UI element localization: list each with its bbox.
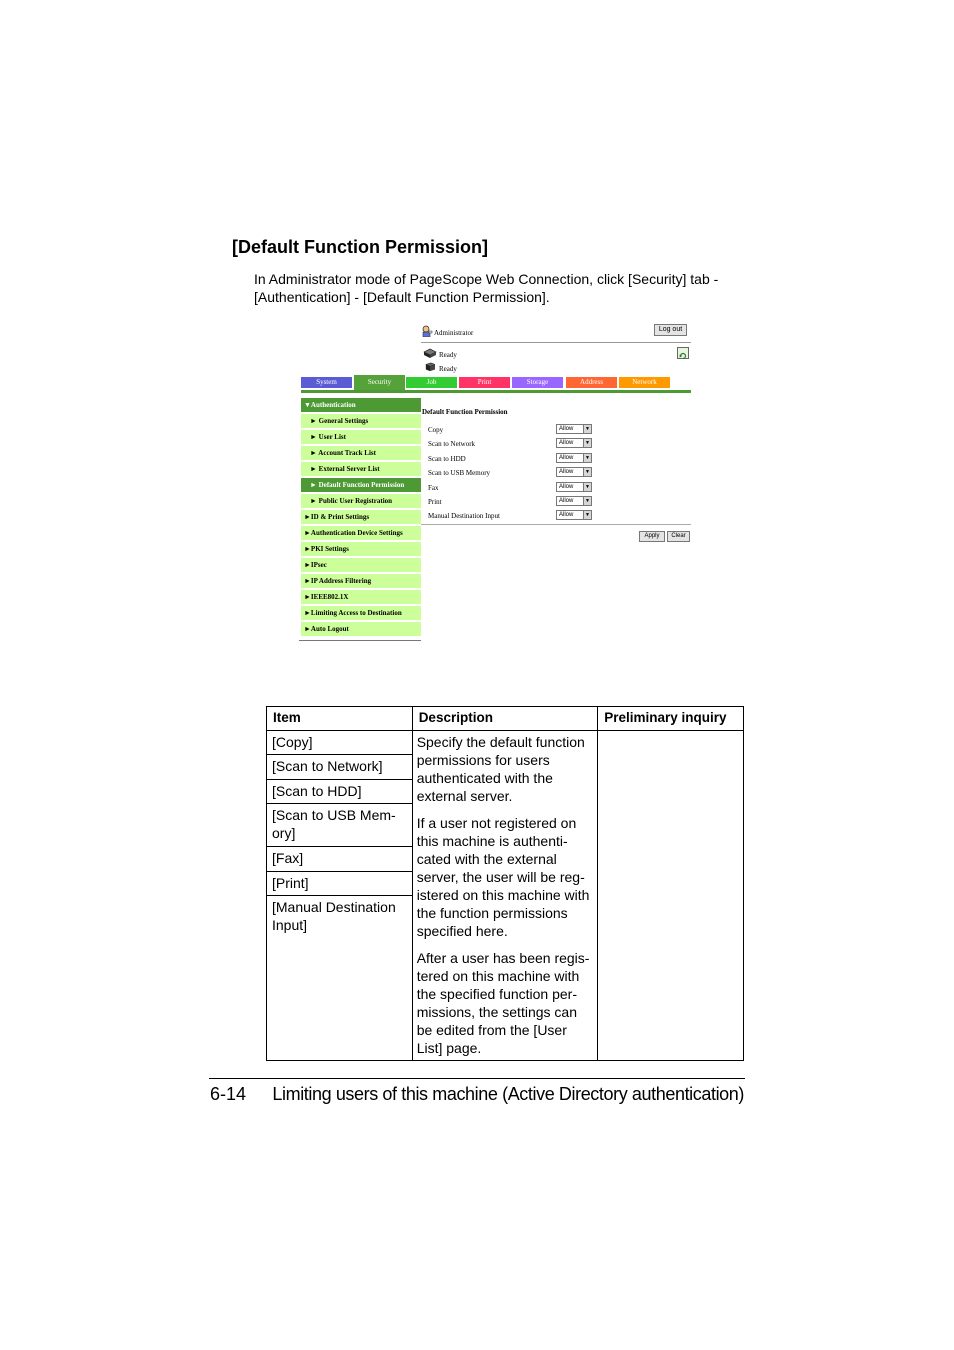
permission-select[interactable] (556, 467, 592, 477)
preliminary-inquiry-cell (598, 731, 744, 1061)
logout-button[interactable]: Log out (654, 324, 687, 336)
chevron-down-icon: ▼ (583, 497, 591, 505)
footer-title: Limiting users of this machine (Active Directory authentication) (272, 1084, 744, 1104)
item-cell: [Fax] (267, 847, 413, 871)
item-cell: [Copy] (267, 731, 413, 755)
chevron-down-icon: ▼ (583, 511, 591, 519)
permission-row (428, 453, 598, 465)
sidebar-item-ieee8021x[interactable]: ►IEEE802.1X (301, 590, 421, 604)
chevron-down-icon: ▼ (583, 468, 591, 476)
tab-network[interactable]: Network (619, 377, 670, 388)
sidebar-item-default-function-permission[interactable]: ► Default Function Permission (301, 478, 421, 492)
permission-row (428, 467, 598, 479)
sidebar-item-authentication[interactable]: ▼Authentication (301, 398, 421, 412)
column-header: Item (267, 707, 413, 731)
clear-button[interactable]: Clear (667, 531, 690, 542)
item-cell: [Print] (267, 871, 413, 895)
permission-label: Print (428, 498, 442, 506)
permission-value: Allow (559, 484, 574, 490)
column-header: Description (412, 707, 598, 731)
tab-print[interactable]: Print (459, 377, 510, 388)
page-number: 6-14 (210, 1084, 247, 1104)
sidebar-item-external-server-list[interactable]: ► External Server List (301, 462, 421, 476)
sidebar-item-ipsec[interactable]: ►IPsec (301, 558, 421, 572)
permission-value: Allow (559, 440, 574, 446)
sidebar-item-pki-settings[interactable]: ►PKI Settings (301, 542, 421, 556)
apply-button[interactable]: Apply (639, 531, 665, 542)
admin-row (421, 324, 691, 340)
table-row (267, 731, 744, 755)
column-header: Preliminary inquiry (598, 707, 744, 731)
sidebar (301, 398, 421, 638)
permission-row (428, 510, 598, 522)
permission-label: Scan to Network (428, 440, 476, 448)
administrator-label: Administrator (434, 329, 474, 337)
divider (421, 342, 691, 343)
sidebar-item-account-track-list[interactable]: ► Account Track List (301, 446, 421, 460)
tab-address[interactable]: Address (566, 377, 617, 388)
chevron-down-icon: ▼ (583, 439, 591, 447)
permission-label: Fax (428, 484, 439, 492)
description-cell (412, 731, 598, 1061)
permission-value: Allow (559, 512, 574, 518)
permission-label: Scan to USB Memory (428, 469, 491, 477)
panel-title: Default Function Permission (422, 408, 508, 416)
chevron-down-icon: ▼ (583, 483, 591, 491)
footer-rule (209, 1078, 745, 1079)
item-cell: [Scan to Network] (267, 755, 413, 779)
sidebar-item-user-list[interactable]: ► User List (301, 430, 421, 444)
web-connection-screenshot (299, 320, 693, 645)
printer-status: Ready (439, 351, 457, 359)
permission-select[interactable] (556, 496, 592, 506)
chevron-down-icon: ▼ (583, 425, 591, 433)
permission-select[interactable] (556, 438, 592, 448)
section-heading: [Default Function Permission] (232, 237, 489, 257)
sidebar-item-id-print-settings[interactable]: ►ID & Print Settings (301, 510, 421, 524)
tab-system[interactable]: System (301, 377, 352, 388)
printer-icon (423, 348, 437, 358)
permission-select[interactable] (556, 482, 592, 492)
description-paragraph: After a user has been regis-tered on this machine with the specified function per-missions, the settings can be edited from the [User List] page. (416, 950, 590, 1056)
permission-label: Copy (428, 426, 444, 434)
sidebar-item-authentication-device-settings[interactable]: ►Authentication Device Settings (301, 526, 421, 540)
description-paragraph: If a user not registered on this machine is authenti-cated with the external server, the user will be reg-istered on this machine with the function permissions specified here. (416, 815, 590, 939)
permission-row (428, 424, 598, 436)
tab-bar (301, 375, 691, 390)
sidebar-item-limiting-access[interactable]: ►Limiting Access to Destination (301, 606, 421, 620)
intro-paragraph: In Administrator mode of PageScope Web Connection, click [Security] tab - [Authentication] - [Default Function Permission]. (254, 271, 719, 305)
sidebar-item-public-user-registration[interactable]: ► Public User Registration (301, 494, 421, 508)
permission-row (428, 496, 598, 508)
description-paragraph: Specify the default function permissions for users authenticated with the external server. (416, 734, 585, 804)
permission-value: Allow (559, 498, 574, 504)
permission-row (428, 482, 598, 494)
sidebar-bottom-line (299, 640, 421, 641)
sidebar-item-general-settings[interactable]: ► General Settings (301, 414, 421, 428)
scanner-icon (423, 362, 437, 372)
scanner-status: Ready (439, 365, 457, 373)
chevron-down-icon: ▼ (583, 454, 591, 462)
permission-select[interactable] (556, 424, 592, 434)
administrator-icon (421, 325, 433, 337)
permission-row (428, 438, 598, 450)
item-cell: [Manual Destination Input] (267, 896, 413, 1061)
refresh-icon[interactable] (677, 347, 689, 359)
sidebar-item-ip-address-filtering[interactable]: ►IP Address Filtering (301, 574, 421, 588)
item-cell: [Scan to HDD] (267, 779, 413, 803)
permission-value: Allow (559, 455, 574, 461)
tab-security[interactable]: Security (354, 375, 405, 390)
permission-label: Scan to HDD (428, 455, 466, 463)
permission-select[interactable] (556, 510, 592, 520)
printer-status-row (421, 346, 691, 360)
permission-select[interactable] (556, 453, 592, 463)
item-cell: [Scan to USB Mem-ory] (267, 804, 413, 847)
panel-divider (421, 524, 691, 525)
scanner-status-row (421, 360, 691, 374)
tab-storage[interactable]: Storage (512, 377, 563, 388)
table-header-row (267, 707, 744, 731)
item-table (266, 706, 744, 1061)
tab-bar-underline (301, 390, 691, 393)
permission-value: Allow (559, 426, 574, 432)
permission-label: Manual Destination Input (428, 512, 500, 520)
tab-job[interactable]: Job (406, 377, 457, 388)
sidebar-item-auto-logout[interactable]: ►Auto Logout (301, 622, 421, 636)
permission-value: Allow (559, 469, 574, 475)
